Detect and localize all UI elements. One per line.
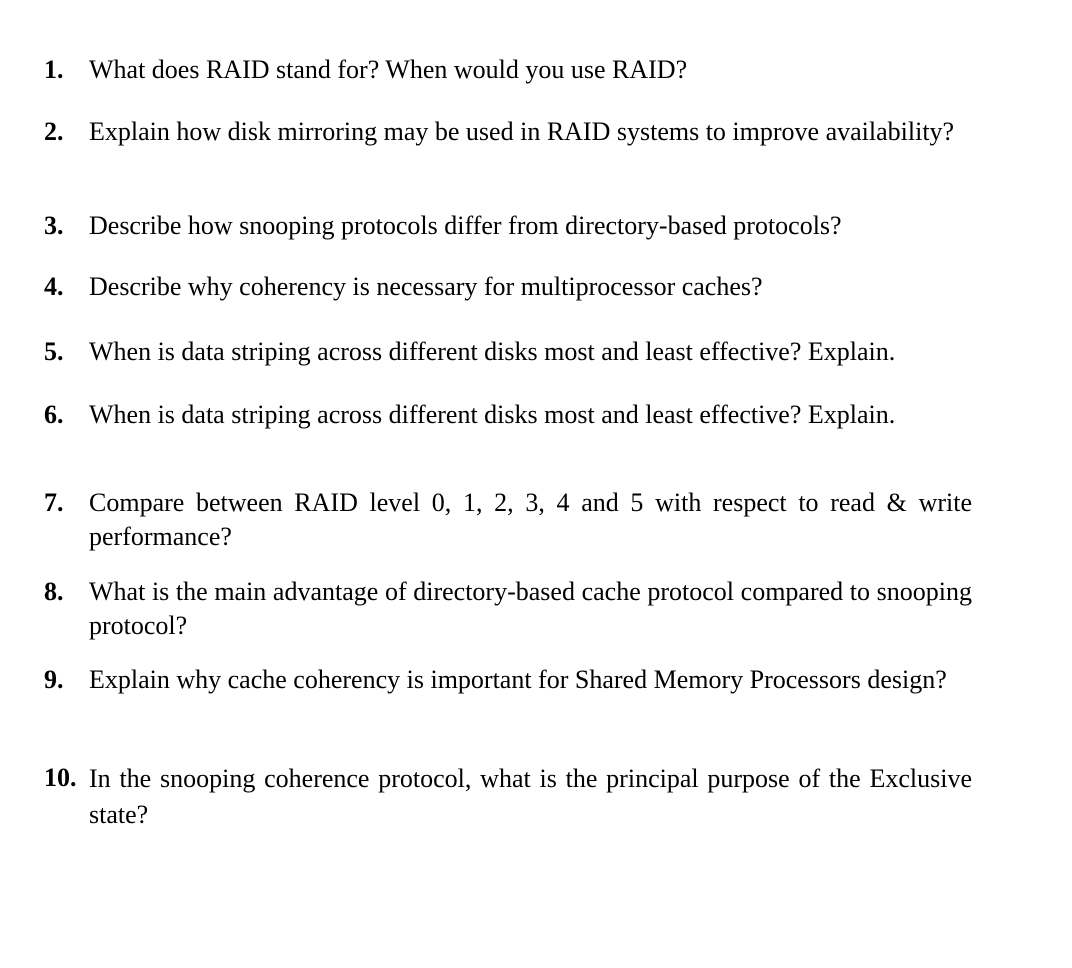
question-number: 8. <box>44 577 64 606</box>
question-text: Describe why coherency is necessary for multiprocessor caches? <box>89 272 763 301</box>
question-number: 5. <box>44 337 64 366</box>
question-text: Explain why cache coherency is important for Shared Memory Processors design? <box>89 665 947 694</box>
question-item <box>44 209 972 243</box>
question-number: 1. <box>44 55 64 84</box>
question-text: Explain how disk mirroring may be used in RAID systems to improve availability? <box>89 117 955 146</box>
question-number: 10. <box>44 763 77 792</box>
question-text: When is data striping across different disks most and least effective? Explain. <box>89 337 896 366</box>
question-item <box>44 115 972 149</box>
question-text: In the snooping coherence protocol, what is the principal purpose of the Exclusive state? <box>89 764 972 829</box>
question-item <box>44 335 972 369</box>
question-item <box>44 486 972 554</box>
question-item <box>44 53 972 87</box>
question-number: 3. <box>44 211 64 240</box>
question-text: What does RAID stand for? When would you use RAID? <box>89 55 688 84</box>
question-item <box>44 663 972 697</box>
question-text: When is data striping across different disks most and least effective? Explain. <box>89 400 896 429</box>
question-item <box>44 398 972 432</box>
question-text: Describe how snooping protocols differ from directory-based protocols? <box>89 211 842 240</box>
question-number: 9. <box>44 665 64 694</box>
question-item <box>44 761 972 833</box>
question-text: Compare between RAID level 0, 1, 2, 3, 4 and 5 with respect to read & write performance? <box>89 488 972 551</box>
question-number: 4. <box>44 272 64 301</box>
question-item <box>44 270 972 304</box>
question-number: 6. <box>44 400 64 429</box>
question-text: What is the main advantage of directory-based cache protocol compared to snooping protocol? <box>89 577 972 640</box>
question-number: 2. <box>44 117 64 146</box>
question-item <box>44 575 972 643</box>
question-number: 7. <box>44 488 64 517</box>
